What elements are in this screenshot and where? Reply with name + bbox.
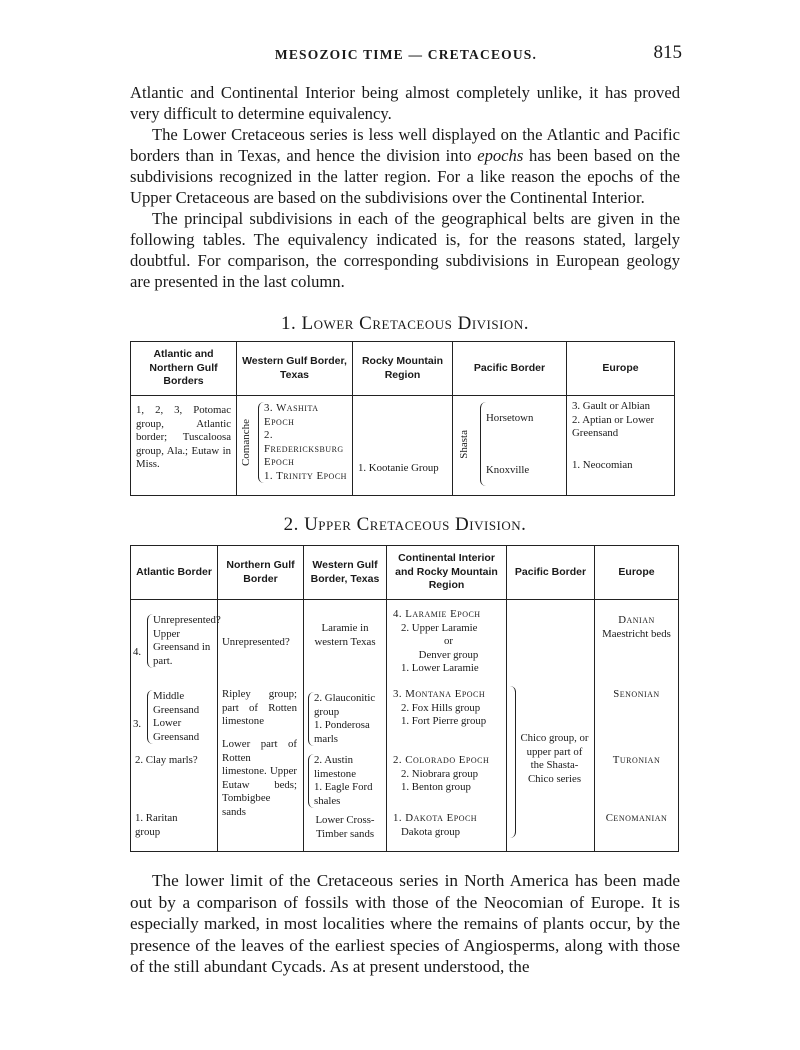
atlantic-num-3: 3. — [133, 718, 142, 730]
denver-group: Denver group — [418, 648, 479, 661]
atlantic-unrepresented: Unrepresented? — [153, 614, 221, 626]
cenomanian: Cenomanian — [605, 812, 668, 824]
dakota-epoch: 1. Dakota Epoch — [393, 812, 478, 824]
shasta-label: Shasta — [458, 429, 471, 459]
paragraph-2 — [130, 124, 680, 208]
table-1-title: 1. Lower Cretaceous Division. — [281, 313, 529, 334]
lower-laramie: 1. Lower Laramie — [401, 662, 479, 674]
t1-rocky-cell: 1. Kootanie Group — [353, 396, 453, 496]
wgulf-laramie: Laramie in western Texas — [314, 622, 376, 648]
fredericksburg-epoch: 2. Fredericksburg Epoch — [264, 429, 344, 468]
aptian: 2. Aptian or Lower Greensand — [572, 413, 655, 439]
dakota-group: Dakota group — [401, 825, 461, 838]
atlantic-upper-greensand: Upper Greensand in part. — [153, 627, 211, 667]
maestricht: Maestricht beds — [602, 628, 671, 640]
wgulf-eagle-ford: 1. Eagle Ford shales — [314, 781, 373, 807]
fort-pierre: 1. Fort Pierre group — [401, 715, 487, 727]
t2-header-northern-gulf: Northern Gulf Border — [218, 546, 304, 600]
turonian: Turonian — [612, 754, 661, 766]
atlantic-group-3 — [147, 690, 215, 744]
wgulf-group-a — [308, 692, 384, 746]
atlantic-raritan: 1. Raritan group — [135, 812, 178, 838]
gault-albian: 3. Gault or Albian — [572, 400, 650, 412]
t2-europe-cell — [595, 600, 679, 852]
t2-header-pacific: Pacific Border — [507, 546, 595, 600]
atlantic-num-4: 4. — [133, 646, 142, 658]
montana-epoch: 3. Montana Epoch — [393, 688, 486, 700]
neocomian: 1. Neocomian — [572, 458, 633, 471]
wgulf-ponderosa: 1. Ponderosa marls — [314, 719, 370, 745]
ngulf-ripley: Ripley group; part of Rotten limestone — [222, 688, 297, 727]
running-title: MESOZOIC TIME — CRETACEOUS. — [274, 47, 538, 62]
atlantic-lower-greensand: Lower Greensand — [153, 717, 200, 743]
montana-epoch-block — [393, 688, 504, 729]
t2-atlantic-cell — [131, 600, 221, 852]
table-2-title: 2. Upper Cretaceous Division. — [283, 514, 527, 535]
chico-group: Chico group, or upper part of the Shasta-Chico series — [520, 732, 589, 785]
comanche-label: Comanche — [240, 418, 253, 467]
paragraph-1: Atlantic and Continental Interior being almost completely unlike, it has proved very difficult to determine equivalency. — [130, 83, 680, 123]
laramie-epoch-block — [393, 608, 504, 676]
or-text: or — [444, 635, 453, 647]
t1-header-western-gulf: Western Gulf Border, Texas — [237, 342, 353, 396]
t1-header-pacific: Pacific Border — [453, 342, 567, 396]
t1-header-rocky-mountain: Rocky Mountain Region — [353, 342, 453, 396]
t2-header-interior: Continental Interior and Rocky Mountain Region — [387, 546, 507, 600]
wgulf-austin: 2. Austin limestone — [314, 754, 356, 780]
t1-pacific-cell — [453, 396, 567, 496]
senonian: Senonian — [613, 688, 660, 700]
atlantic-group-4 — [147, 614, 221, 668]
paragraph-2-end: has been based on the subdivisions recognized in the latter region. For a like reason the epochs of the Upper Cretaceous are based on the subdivisions over the Continental Interior. — [130, 146, 680, 207]
t2-western-gulf-cell — [304, 600, 387, 852]
paragraph-2-emphasis: epochs — [477, 146, 524, 165]
page-number: 815 — [653, 42, 682, 63]
horsetown: Horsetown — [486, 412, 534, 424]
t1-europe-cell — [567, 396, 675, 496]
benton: 1. Benton group — [401, 781, 471, 793]
t2-pacific-cell — [507, 600, 595, 852]
upper-laramie: 2. Upper Laramie — [401, 621, 478, 634]
colorado-epoch-block — [393, 754, 504, 795]
fox-hills: 2. Fox Hills group — [401, 701, 481, 714]
dakota-epoch-block — [393, 812, 504, 839]
t1-western-gulf-cell — [237, 396, 353, 496]
pacific-brace — [509, 686, 516, 838]
upper-cretaceous-table — [130, 545, 679, 852]
colorado-epoch: 2. Colorado Epoch — [393, 754, 490, 766]
knoxville: Knoxville — [486, 464, 530, 476]
t2-header-europe: Europe — [595, 546, 679, 600]
wgulf-group-b — [308, 754, 384, 808]
trinity-epoch: 1. Trinity Epoch — [264, 469, 347, 482]
intro-text — [130, 82, 680, 292]
wgulf-cross-timber: Lower Cross-Timber sands — [315, 814, 375, 840]
laramie-epoch: 4. Laramie Epoch — [393, 608, 481, 620]
t1-header-atlantic: Atlantic and Northern Gulf Borders — [131, 342, 237, 396]
atlantic-clay-marls: 2. Clay marls? — [135, 754, 198, 766]
paragraph-4: The lower limit of the Cretaceous series in North America has been made out by a comparison of fossils with those of the Neocomian of Europe. It is especially marked, in most localities where the remains of plants occur, by the presence of the leaves of the earliest species of Angiosperms, along with those of the still abundant Cycads. As at present understood, the — [130, 871, 680, 976]
ngulf-rotten: Lower part of Rotten limestone. Upper Eutaw beds; Tombigbee sands — [222, 738, 297, 818]
niobrara: 2. Niobrara group — [401, 767, 479, 780]
atlantic-middle-greensand: Middle Greensand — [153, 690, 200, 716]
paragraph-2-start: The Lower Cretaceous series is less well displayed on the Atlantic and Pacific borders than in Texas, and hence the division into — [130, 125, 680, 165]
running-head — [130, 42, 682, 66]
danian: Danian — [618, 614, 655, 626]
t2-header-atlantic: Atlantic Border — [131, 546, 218, 600]
t2-header-western-gulf: Western Gulf Border, Texas — [304, 546, 387, 600]
closing-text — [130, 870, 680, 978]
t2-interior-cell — [387, 600, 507, 852]
lower-cretaceous-table — [130, 341, 675, 496]
paragraph-3: The principal subdivisions in each of the geographical belts are given in the following tables. The equivalency indicated is, for the reasons stated, largely doubtful. For comparison, the corresponding subdivisions in European geology are presented in the last column. — [130, 209, 680, 291]
ngulf-unrepresented: Unrepresented? — [222, 636, 290, 648]
t1-header-europe: Europe — [567, 342, 675, 396]
t2-northern-gulf-cell — [218, 600, 304, 852]
washita-epoch: 3. Washita Epoch — [264, 402, 319, 428]
t1-atlantic-cell: 1, 2, 3, Potomac group, Atlantic border; Tuscaloosa group, Ala.; Eutaw in Miss. — [131, 396, 237, 496]
wgulf-glauconitic: 2. Glauconitic group — [314, 692, 376, 718]
